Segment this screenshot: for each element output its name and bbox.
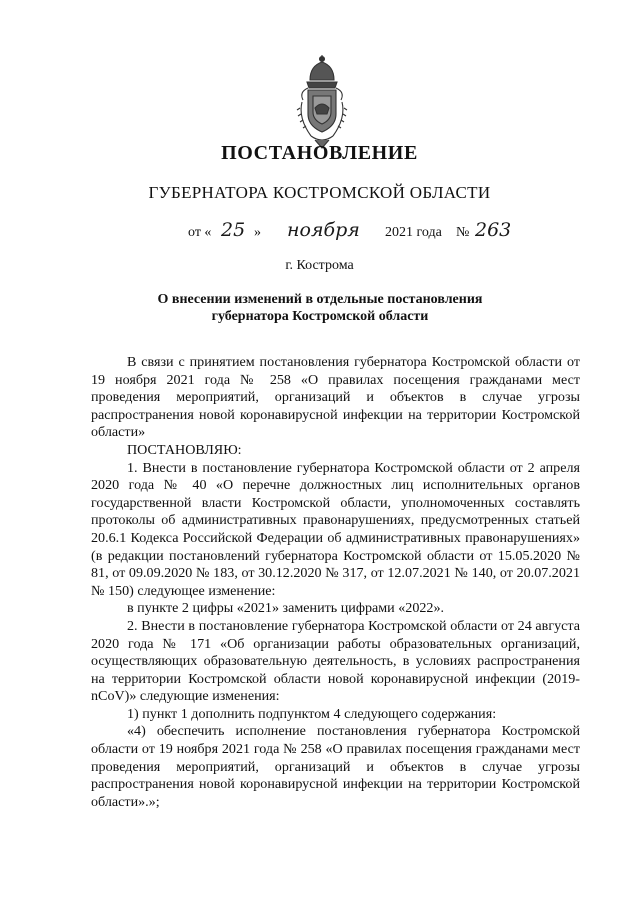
item-1-subparagraph: в пункте 2 цифры «2021» заменить цифрами «2022».	[127, 600, 445, 617]
item-2-paragraph: 2. Внести в постановление губернатора Костромской области от 24 августа 2020 года № 171 «Об организации работы образовательных организаций, осуществляющих образовательную деятельность, в условиях распространения на территории Костромской области новой коронавирусной инфекции (2019-nCoV)» следующие изменения:	[91, 617, 580, 705]
date-day: 25	[221, 219, 246, 241]
decree-word: ПОСТАНОВЛЯЮ:	[127, 441, 242, 458]
document-number: 263	[475, 219, 512, 241]
document-subtitle: ГУБЕРНАТОРА КОСТРОМСКОЙ ОБЛАСТИ	[148, 183, 491, 202]
city: г. Кострома	[285, 258, 354, 273]
date-year: 2021 года	[385, 225, 442, 240]
intro-paragraph: В связи с принятием постановления губернатора Костромской области от 19 ноября 2021 года № 258 «О правилах посещения гражданами мест проведения мероприятий, организаций и объектов в случае угрозы распространения новой коронавирусной инфекции на территории Костромской области»	[91, 354, 580, 441]
date-prefix: от «	[188, 225, 212, 240]
item-1-paragraph: 1. Внести в постановление губернатора Костромской области от 2 апреля 2020 года № 40 «О перечне должностных лиц исполнительных органов государственной власти Костромской области, уполномоченных составлять протоколы об административных правонарушениях, предусмотренных статьей 20.6.1 Кодекса Российской Федерации об административных правонарушениях» (в редакции постановлений губернатора Костромской области от 15.05.2020 № 81, от 09.09.2020 № 183, от 30.12.2020 № 317, от 12.07.2021 № 140, от 20.07.2021 № 150) следующее изменение:	[91, 459, 580, 599]
heading-line-1: О внесении изменений в отдельные постановления	[157, 292, 483, 307]
date-mid: »	[254, 225, 261, 240]
date-month: ноября	[287, 219, 360, 241]
coat-of-arms-icon	[293, 52, 351, 154]
date-line	[188, 219, 528, 249]
document-body	[91, 354, 580, 811]
heading-line-2: губернатора Костромской области	[211, 309, 429, 324]
item-2-subitem-1: 1) пункт 1 дополнить подпунктом 4 следующего содержания:	[127, 705, 497, 722]
document-heading	[95, 291, 545, 325]
number-label: №	[456, 225, 470, 240]
document-title: ПОСТАНОВЛЕНИЕ	[221, 142, 418, 164]
item-2-subitem-1-text: «4) обеспечить исполнение постановления губернатора Костромской области от 19 ноября 2021 года № 258 «О правилах посещения гражданами мест проведения мероприятий, организаций и объектов в случае угрозы распространения новой коронавирусной инфекции на территории Костромской области».»;	[91, 723, 580, 810]
